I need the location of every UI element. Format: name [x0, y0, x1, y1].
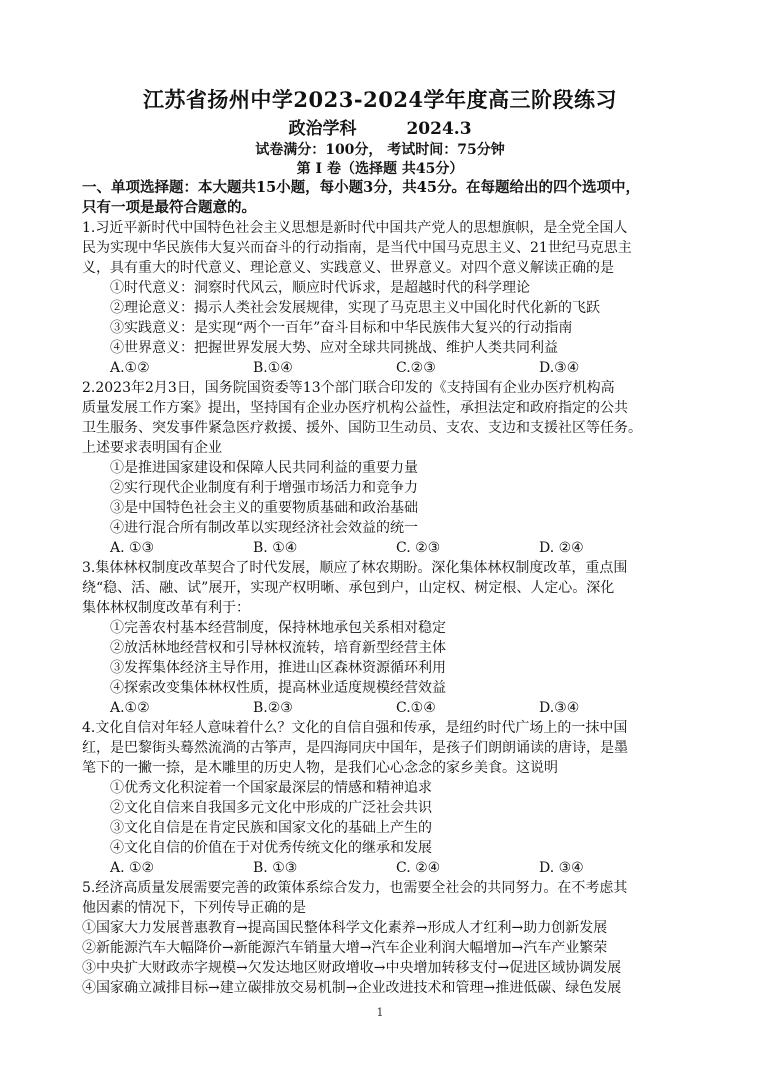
statement-item: ④进行混合所有制改革以实现经济社会效益的统一 — [110, 520, 418, 536]
question-stem-line: 他因素的情况下，下列传导正确的是 — [82, 900, 306, 916]
statement-item: ①完善农村基本经营制度，保持林地承包关系相对稳定 — [110, 620, 446, 636]
statement-item: ②实行现代企业制度有利于增强市场活力和竞争力 — [110, 480, 418, 496]
question-2 — [82, 378, 682, 558]
option-c: C. ②③ — [396, 540, 441, 556]
statement-item: ④探索改变集体林权性质，提高林业适度规模经营效益 — [110, 680, 446, 696]
statement-item: ③发挥集体经济主导作用，推进山区森林资源循环利用 — [110, 660, 446, 676]
statement-item: ③是中国特色社会主义的重要物质基础和政治基础 — [110, 500, 418, 516]
option-b: B. ①④ — [253, 540, 298, 556]
answer-options — [82, 538, 682, 558]
option-a: A. ①③ — [110, 540, 155, 556]
statement-item: ①是推进国家建设和保障人民共同利益的重要力量 — [110, 460, 418, 476]
exam-meta: 试卷满分：100分， 考试时间：75分钟 — [255, 142, 505, 158]
causal-chain: ②新能源汽车大幅降价→新能源汽车销量大增→汽车企业利润大幅增加→汽车产业繁荣 — [82, 940, 608, 956]
statement-item: ①优秀文化积淀着一个国家最深层的情感和精神追求 — [110, 780, 432, 796]
option-d: D.③④ — [539, 360, 580, 376]
question-stem-line: 义，具有重大的时代意义、理论意义、实践意义、世界意义。对四个意义解读正确的是 — [82, 260, 614, 276]
answer-options — [82, 698, 682, 718]
question-4 — [82, 718, 682, 878]
causal-chain: ③中央扩大财政赤字规模→欠发达地区财政增收→中央增加转移支付→促进区域协调发展 — [82, 960, 622, 976]
question-stem-line: 上述要求表明国有企业 — [82, 440, 222, 456]
question-3 — [82, 558, 682, 718]
question-stem-line: 4.文化自信对年轻人意味着什么？文化的自信自强和传承，是纽约时代广场上的一抹中国 — [82, 720, 628, 736]
option-a: A.①② — [110, 360, 150, 376]
option-d: D. ③④ — [539, 860, 584, 876]
question-1 — [82, 218, 682, 378]
statement-item: ③文化自信是在肯定民族和国家文化的基础上产生的 — [110, 820, 432, 836]
question-stem-line: 1.习近平新时代中国特色社会主义思想是新时代中国共产党人的思想旗帜，是全党全国人 — [82, 220, 628, 236]
question-stem-line: 民为实现中华民族伟大复兴而奋斗的行动指南，是当代中国马克思主义、21世纪马克思主 — [82, 240, 632, 256]
option-b: B. ①③ — [253, 860, 298, 876]
statement-item: ②文化自信来自我国多元文化中形成的广泛社会共识 — [110, 800, 432, 816]
question-stem-line: 集体林权制度改革有利于： — [82, 600, 250, 616]
causal-chain: ①国家大力发展普惠教育→提高国民整体科学文化素养→形成人才红利→助力创新发展 — [82, 920, 608, 936]
question-stem-line: 绕“稳、活、融、试”展开，实现产权明晰、承包到户，山定权、树定根、人定心。深化 — [82, 580, 615, 596]
statement-item: ②放活林地经营权和引导林权流转，培育新型经营主体 — [110, 640, 446, 656]
option-d: D.③④ — [539, 700, 580, 716]
causal-chain: ④国家确立减排目标→建立碳排放交易机制→企业改进技术和管理→推进低碳、绿色发展 — [82, 980, 622, 996]
option-a: A.①② — [110, 700, 150, 716]
statement-item: ①时代意义：洞察时代风云，顺应时代诉求，是超越时代的科学理论 — [110, 280, 530, 296]
answer-options — [82, 858, 682, 878]
exam-date: 2024.3 — [406, 119, 472, 139]
option-b: B.②③ — [253, 700, 293, 716]
section-heading: 一、单项选择题：本大题共15小题，每小题3分，共45分。在每题给出的四个选项中， — [82, 179, 640, 196]
statement-item: ④世界意义：把握世界发展大势、应对全球共同挑战、维护人类共同利益 — [110, 340, 558, 356]
statement-item: ②理论意义：揭示人类社会发展规律，实现了马克思主义中国化时代化新的飞跃 — [110, 300, 600, 316]
option-a: A. ①② — [110, 860, 155, 876]
option-b: B.①④ — [253, 360, 293, 376]
question-stem-line: 质量发展工作方案》提出，坚持国有企业办医疗机构公益性，承担法定和政府指定的公共 — [82, 400, 628, 416]
question-stem-line: 笔下的一撇一捺，是木雕里的历史人物，是我们心心念念的家乡美食。这说明 — [82, 760, 558, 776]
answer-options — [82, 358, 682, 378]
question-content — [82, 178, 682, 998]
question-5 — [82, 878, 682, 998]
question-stem-line: 红，是巴黎街头蓦然流淌的古筝声，是四海同庆中国年，是孩子们朗朗诵读的唐诗，是墨 — [82, 740, 628, 756]
option-c: C. ②④ — [396, 860, 441, 876]
option-c: C.②③ — [396, 360, 436, 376]
section-heading: 只有一项是最符合题意的。 — [82, 199, 256, 216]
statement-item: ③实践意义：是实现“两个一百年”奋斗目标和中华民族伟大复兴的行动指南 — [110, 320, 573, 336]
option-c: C.①④ — [396, 700, 436, 716]
question-stem-line: 2.2023年2月3日，国务院国资委等13个部门联合印发的《支持国有企业办医疗机构高 — [82, 380, 615, 396]
page-number: 1 — [376, 1006, 384, 1019]
question-stem-line: 3.集体林权制度改革契合了时代发展，顺应了林农期盼。深化集体林权制度改革，重点围 — [82, 560, 628, 576]
statement-item: ④文化自信的价值在于对优秀传统文化的继承和发展 — [110, 840, 432, 856]
subject-label: 政治学科 — [288, 119, 357, 139]
question-stem-line: 卫生服务、突发事件紧急医疗救援、援外、国防卫生动员、支农、支边和支援社区等任务。 — [82, 420, 642, 436]
volume-heading: 第 I 卷（选择题 共45分） — [296, 161, 464, 177]
question-stem-line: 5.经济高质量发展需要完善的政策体系综合发力，也需要全社会的共同努力。在不考虑其 — [82, 880, 628, 896]
exam-subtitle — [0, 114, 760, 139]
exam-title: 江苏省扬州中学2023-2024学年度高三阶段练习 — [142, 87, 618, 112]
option-d: D. ②④ — [539, 540, 584, 556]
